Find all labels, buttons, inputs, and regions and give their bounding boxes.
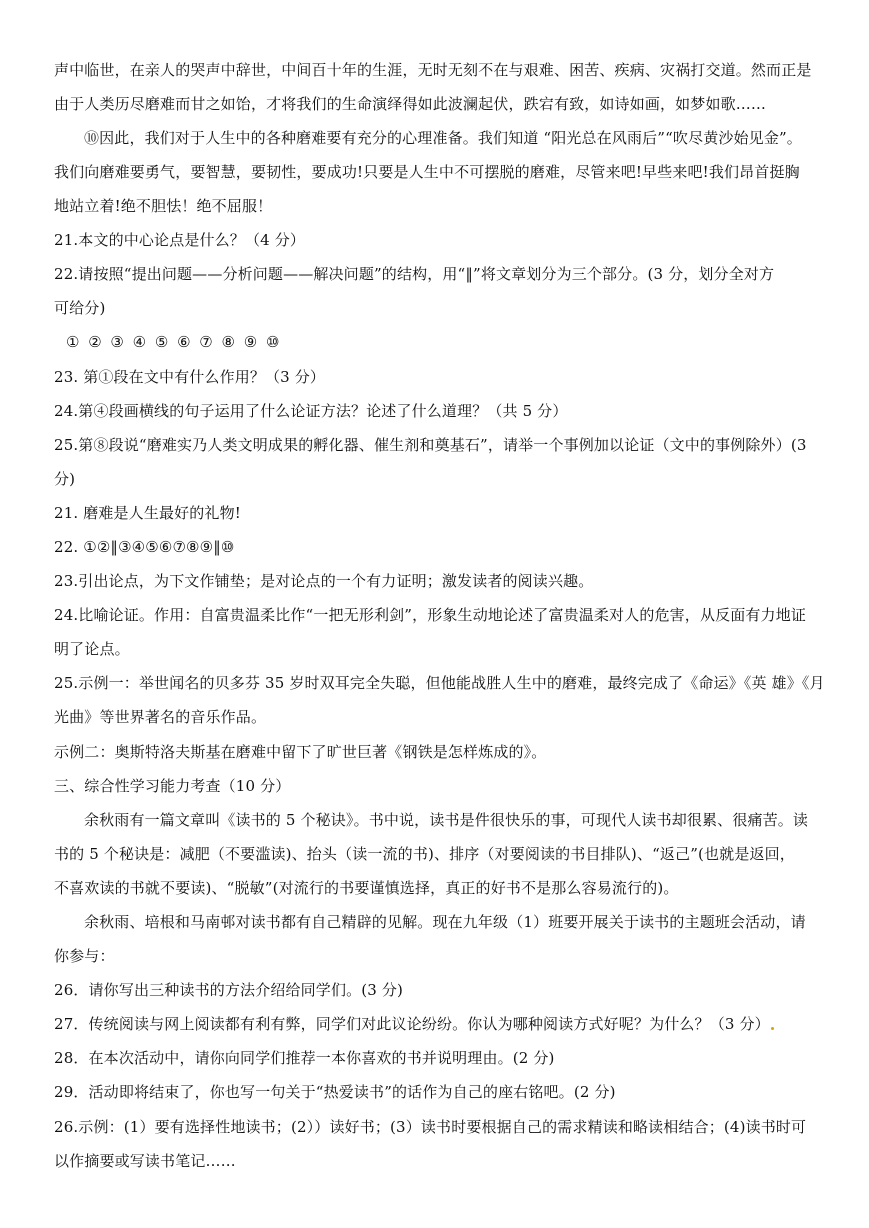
text-line: 我们向磨难要勇气，要智慧，要韧性，要成功!只要是人生中不可摆脱的磨难，尽管来吧!早些来吧!我们昂首挺胸 [54, 163, 800, 181]
reading-paragraph-1-cont: 书的 5 个秘诀是：减肥（不要滥读)、抬头（读一流的书)、排序（对要阅读的书目排队)、“返己”(也就是返回， [54, 845, 795, 863]
stray-dot-mark [771, 1027, 774, 1030]
question-28: 28．在本次活动中，请你向同学们推荐一本你喜欢的书并说明理由。(2 分) [54, 1049, 555, 1067]
answer-23: 23.引出论点，为下文作铺垫；是对论点的一个有力证明；激发读者的阅读兴趣。 [54, 572, 594, 590]
text-line: 声中临世，在亲人的哭声中辞世，中间百十年的生涯，无时无刻不在与艰难、困苦、疾病、灾祸打交道。然而正是 [54, 61, 812, 79]
question-27: 27．传统阅读与网上阅读都有利有弊，同学们对此议论纷纷。你认为哪种阅读方式好呢？为什么？（3 分） [54, 1015, 770, 1033]
answer-25-example-1-cont: 光曲》等世界著名的音乐作品。 [54, 708, 267, 726]
answer-26-cont: 以作摘要或写读书笔记…… [54, 1152, 236, 1170]
answer-24-cont: 明了论点。 [54, 640, 130, 658]
text-line: 由于人类历尽磨难而甘之如饴，才将我们的生命演绎得如此波澜起伏，跌宕有致，如诗如画，如梦如歌…… [54, 95, 767, 113]
question-24: 24.第④段画横线的句子运用了什么论证方法？论述了什么道理？（共 5 分） [54, 402, 568, 420]
reading-paragraph-2: 余秋雨、培根和马南邨对读书都有自己精辟的见解。现在九年级（1）班要开展关于读书的主题班会活动，请 [84, 913, 806, 931]
answer-22: 22. ①②‖③④⑤⑥⑦⑧⑨‖⑩ [54, 538, 235, 556]
answer-21: 21. 磨难是人生最好的礼物! [54, 504, 241, 522]
text-line: 地站立着!绝不胆怯！绝不屈服！ [54, 197, 273, 215]
paragraph-numbers: ① ② ③ ④ ⑤ ⑥ ⑦ ⑧ ⑨ ⑩ [66, 333, 282, 351]
question-23: 23. 第①段在文中有什么作用？（3 分） [54, 368, 326, 386]
reading-paragraph-1-cont: 不喜欢读的书就不要读)、“脱敏”(对流行的书要谨慎选择，真正的好书不是那么容易流行的)。 [54, 879, 679, 897]
reading-paragraph-2-cont: 你参与： [54, 947, 115, 965]
answer-25-example-2: 示例二：奥斯特洛夫斯基在磨难中留下了旷世巨著《钢铁是怎样炼成的》。 [54, 743, 547, 761]
reading-paragraph-1: 余秋雨有一篇文章叫《读书的 5 个秘诀》。书中说，读书是件很快乐的事，可现代人读书却很累、很痛苦。读 [84, 811, 809, 829]
question-25-cont: 分) [54, 470, 76, 488]
question-22-cont: 可给分) [54, 299, 106, 317]
answer-26: 26.示例：(1）要有选择性地读书；(2））读好书；(3）读书时要根据自己的需求精读和略读相结合；(4)读书时可 [54, 1118, 807, 1136]
section-3-heading: 三、综合性学习能力考查（10 分） [54, 777, 291, 795]
answer-24: 24.比喻论证。作用：自富贵温柔比作“一把无形利剑”，形象生动地论述了富贵温柔对人的危害，从反面有力地证 [54, 606, 806, 624]
question-29: 29．活动即将结束了，你也写一句关于“热爱读书”的话作为自己的座右铭吧。(2 分) [54, 1083, 616, 1101]
question-25: 25.第⑧段说“磨难实乃人类文明成果的孵化器、催生剂和奠基石”，请举一个事例加以论证（文中的事例除外）(3 [54, 436, 807, 454]
question-22: 22.请按照“提出问题——分析问题——解决问题”的结构，用“‖”将文章划分为三个部分。(3 分，划分全对方 [54, 265, 775, 283]
paragraph-10-line: ⑩因此，我们对于人生中的各种磨难要有充分的心理准备。我们知道 “阳光总在风雨后”“吹尽黄沙始见金”。 [84, 129, 802, 147]
question-26: 26．请你写出三种读书的方法介绍给同学们。(3 分) [54, 981, 404, 999]
answer-25-example-1: 25.示例一：举世闻名的贝多芬 35 岁时双耳完全失聪，但他能战胜人生中的磨难，最终完成了《命运》《英 雄》《月 [54, 674, 825, 692]
question-21: 21.本文的中心论点是什么？（4 分） [54, 231, 306, 249]
